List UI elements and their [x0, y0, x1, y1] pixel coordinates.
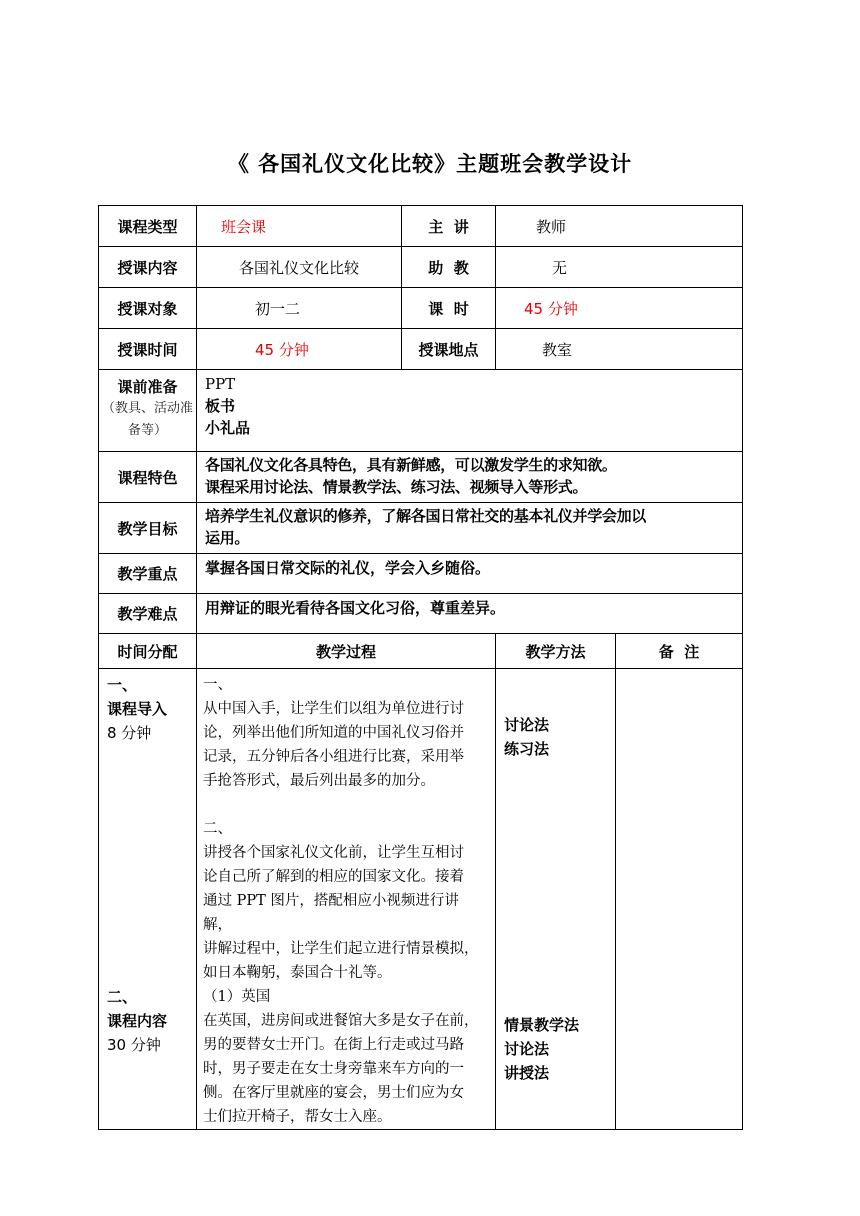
- section2-text-line: 讲解过程中，让学生们起立进行情景模拟，: [203, 941, 479, 957]
- prep-item: PPT: [205, 375, 236, 393]
- section2-text-line: 侧。在客厅里就座的宴会，男士们应为女: [203, 1085, 464, 1101]
- section2-time-line: 课程内容: [107, 1012, 168, 1030]
- features-line: 课程采用讨论法、情景教学法、练习法、视频导入等形式。: [205, 478, 588, 496]
- section1-text-line: 一、: [203, 677, 232, 693]
- section2-text-line: 讲授各个国家礼仪文化前，让学生互相讨: [203, 845, 464, 861]
- key-point-text: 掌握各国日常交际的礼仪，学会入乡随俗。: [197, 554, 743, 594]
- value-time: 45 分钟: [197, 329, 402, 370]
- features-row: [99, 452, 743, 503]
- info-row-type: [99, 206, 743, 247]
- features-line: 各国礼仪文化各具特色，具有新鲜感，可以激发学生的求知欲。: [205, 456, 617, 474]
- goal-line: 运用。: [205, 529, 250, 547]
- label-assistant: 助 教: [402, 247, 496, 288]
- value-audience: 初一二: [197, 288, 402, 329]
- label-course-type: 课程类型: [99, 206, 197, 247]
- value-content: 各国礼仪文化比较: [197, 247, 402, 288]
- prep-item: 板书: [205, 397, 236, 415]
- section1-text-line: 从中国入手，让学生们以组为单位进行讨: [203, 701, 464, 717]
- label-difficulty: 教学难点: [99, 594, 197, 634]
- label-audience: 授课对象: [99, 288, 197, 329]
- value-assistant: 无: [496, 247, 743, 288]
- document-title: 《 各国礼仪文化比较》主题班会教学设计: [227, 152, 633, 176]
- label-prep: 课前准备: [117, 378, 178, 396]
- lesson-plan-table: [98, 205, 743, 1130]
- section2-time-line: 二、: [107, 988, 138, 1006]
- section1-time-line: 课程导入: [107, 700, 168, 718]
- section2-text-line: 论自己所了解到的相应的国家文化。接着: [203, 869, 464, 885]
- section2-text-line: （1）英国: [203, 989, 271, 1005]
- value-location: 教室: [496, 329, 743, 370]
- section2-time-line: 30 分钟: [107, 1036, 161, 1054]
- label-key-point: 教学重点: [99, 554, 197, 594]
- section1-text-line: 手抢答形式，最后列出最多的加分。: [203, 773, 435, 789]
- section2-text-line: 在英国，进房间或进餐馆大多是女子在前，: [203, 1013, 479, 1029]
- process-column: [197, 669, 496, 1130]
- value-lecturer: 教师: [496, 206, 743, 247]
- section2-method: 情景教学法: [504, 1016, 580, 1034]
- section1-time-line: 一、: [107, 676, 138, 694]
- difficulty-text: 用辩证的眼光看待各国文化习俗，尊重差异。: [197, 594, 743, 634]
- section1-method: 练习法: [504, 740, 550, 758]
- label-features: 课程特色: [99, 452, 197, 503]
- process-header-row: [99, 634, 743, 669]
- section1-time-line: 8 分钟: [107, 724, 152, 742]
- note-column: [616, 669, 743, 1130]
- label-prep-sub: （教具、活动准备等）: [101, 401, 193, 438]
- label-hours: 课 时: [402, 288, 496, 329]
- label-content: 授课内容: [99, 247, 197, 288]
- method-column: [496, 669, 616, 1130]
- header-note: 备 注: [616, 634, 743, 669]
- difficulty-row: [99, 594, 743, 634]
- section2-text-line: 时，男子要走在女士身旁靠来车方向的一: [203, 1061, 464, 1077]
- prep-row: [99, 370, 743, 452]
- section2-text-line: 通过 PPT 图片，搭配相应小视频进行讲解，: [203, 893, 459, 933]
- header-method: 教学方法: [496, 634, 616, 669]
- section2-method: 讲授法: [504, 1064, 550, 1082]
- section2-method: 讨论法: [504, 1040, 550, 1058]
- section2-text-line: 士们拉开椅子，帮女士入座。: [203, 1109, 392, 1125]
- header-time: 时间分配: [99, 634, 197, 669]
- info-row-audience: [99, 288, 743, 329]
- section1-text-line: 记录，五分钟后各小组进行比赛，采用举: [203, 749, 464, 765]
- section1-text-line: 论，列举出他们所知道的中国礼仪习俗并: [203, 725, 464, 741]
- info-row-time: [99, 329, 743, 370]
- section2-text-line: 男的要替女士开门。在街上行走或过马路: [203, 1037, 464, 1053]
- goal-row: [99, 503, 743, 554]
- header-process: 教学过程: [197, 634, 496, 669]
- label-time: 授课时间: [99, 329, 197, 370]
- label-location: 授课地点: [402, 329, 496, 370]
- label-goal: 教学目标: [99, 503, 197, 554]
- goal-line: 培养学生礼仪意识的修养，了解各国日常社交的基本礼仪并学会加以: [205, 507, 647, 525]
- section2-text-line: 二、: [203, 821, 232, 837]
- section2-text-line: 如日本鞠躬，泰国合十礼等。: [203, 965, 392, 981]
- value-course-type: 班会课: [197, 206, 402, 247]
- info-row-content: [99, 247, 743, 288]
- key-point-row: [99, 554, 743, 594]
- section1-method: 讨论法: [504, 716, 550, 734]
- label-lecturer: 主 讲: [402, 206, 496, 247]
- process-row: [99, 669, 743, 1130]
- prep-item: 小礼品: [205, 419, 251, 437]
- time-column: [99, 669, 197, 1130]
- value-hours: 45 分钟: [496, 288, 743, 329]
